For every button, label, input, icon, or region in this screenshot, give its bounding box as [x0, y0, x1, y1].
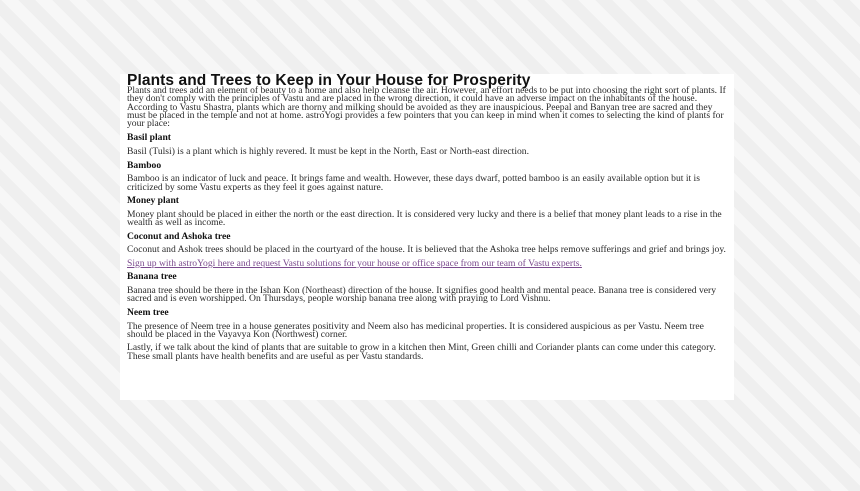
section-heading-bamboo: Bamboo [127, 159, 162, 171]
section-text-bamboo: Bamboo is an indicator of luck and peace. It brings fame and wealth. However, these days dwarf, potted bamboo is an easily available option but it is criticized by some Vastu experts as they feel it goes against nature. [127, 173, 700, 193]
section-heading-money-plant: Money plant [127, 195, 179, 207]
closing-paragraph: Lastly, if we talk about the kind of plants that are suitable to grow in a kitchen then Mint, Green chilli and Coriander plants can come under this category. These small plants have health benefits and are useful as per Vastu standards. [127, 342, 716, 362]
signup-paragraph [127, 257, 730, 269]
section-text-banana: Banana tree should be there in the Ishan Kon (Northeast) direction of the house. It signifies good health and mental peace. Banana tree is considered very sacred and is even worshipped. On Thursdays, people worship banana tree along with praying to Lord Vishnu. [127, 285, 717, 305]
section-heading-neem: Neem tree [127, 306, 169, 318]
section-heading-banana: Banana tree [127, 271, 177, 283]
section-heading-coconut-ashoka: Coconut and Ashoka tree [127, 230, 231, 242]
section-text-basil: Basil (Tulsi) is a plant which is highly revered. It must be kept in the North, East or North-east direction. [127, 146, 529, 158]
article-intro: Plants and trees add an element of beauty to a home and also help cleanse the air. However, an effort needs to be put into choosing the right sort of plants. If they don't comply with the principles of Vastu and are placed in the wrong direction, it could have an adverse impact on the inhabitants of the house. According to Vastu Shastra, plants which are thorny and milking should be avoided as they are inauspicious. Peepal and Banyan tree are sacred and they must be placed in the temple and not at home. astroYogi provides a few pointers that you can keep in mind when it comes to selecting the kind of plants for your place: [127, 85, 726, 130]
signup-link[interactable]: Sign up with astroYogi here and request Vastu solutions for your house or office space from our team of Vastu experts. [127, 257, 582, 269]
section-text-coconut-ashoka: Coconut and Ashok trees should be placed in the courtyard of the house. It is believed that the Ashoka tree helps remove sufferings and grief and brings joy. [127, 244, 726, 256]
article-document [120, 74, 734, 400]
section-text-neem: The presence of Neem tree in a house generates positivity and Neem also has medicinal properties. It is considered auspicious as per Vastu. Neem tree should be placed in the Vayavya Kon (Northwest) corner. [127, 320, 704, 340]
article-title: Plants and Trees to Keep in Your House for Prosperity [127, 74, 531, 89]
section-heading-basil: Basil plant [127, 132, 171, 144]
section-text-money-plant: Money plant should be placed in either the north or the east direction. It is considered very lucky and there is a belief that money plant leads to a rise in the wealth as well as income. [127, 208, 722, 229]
